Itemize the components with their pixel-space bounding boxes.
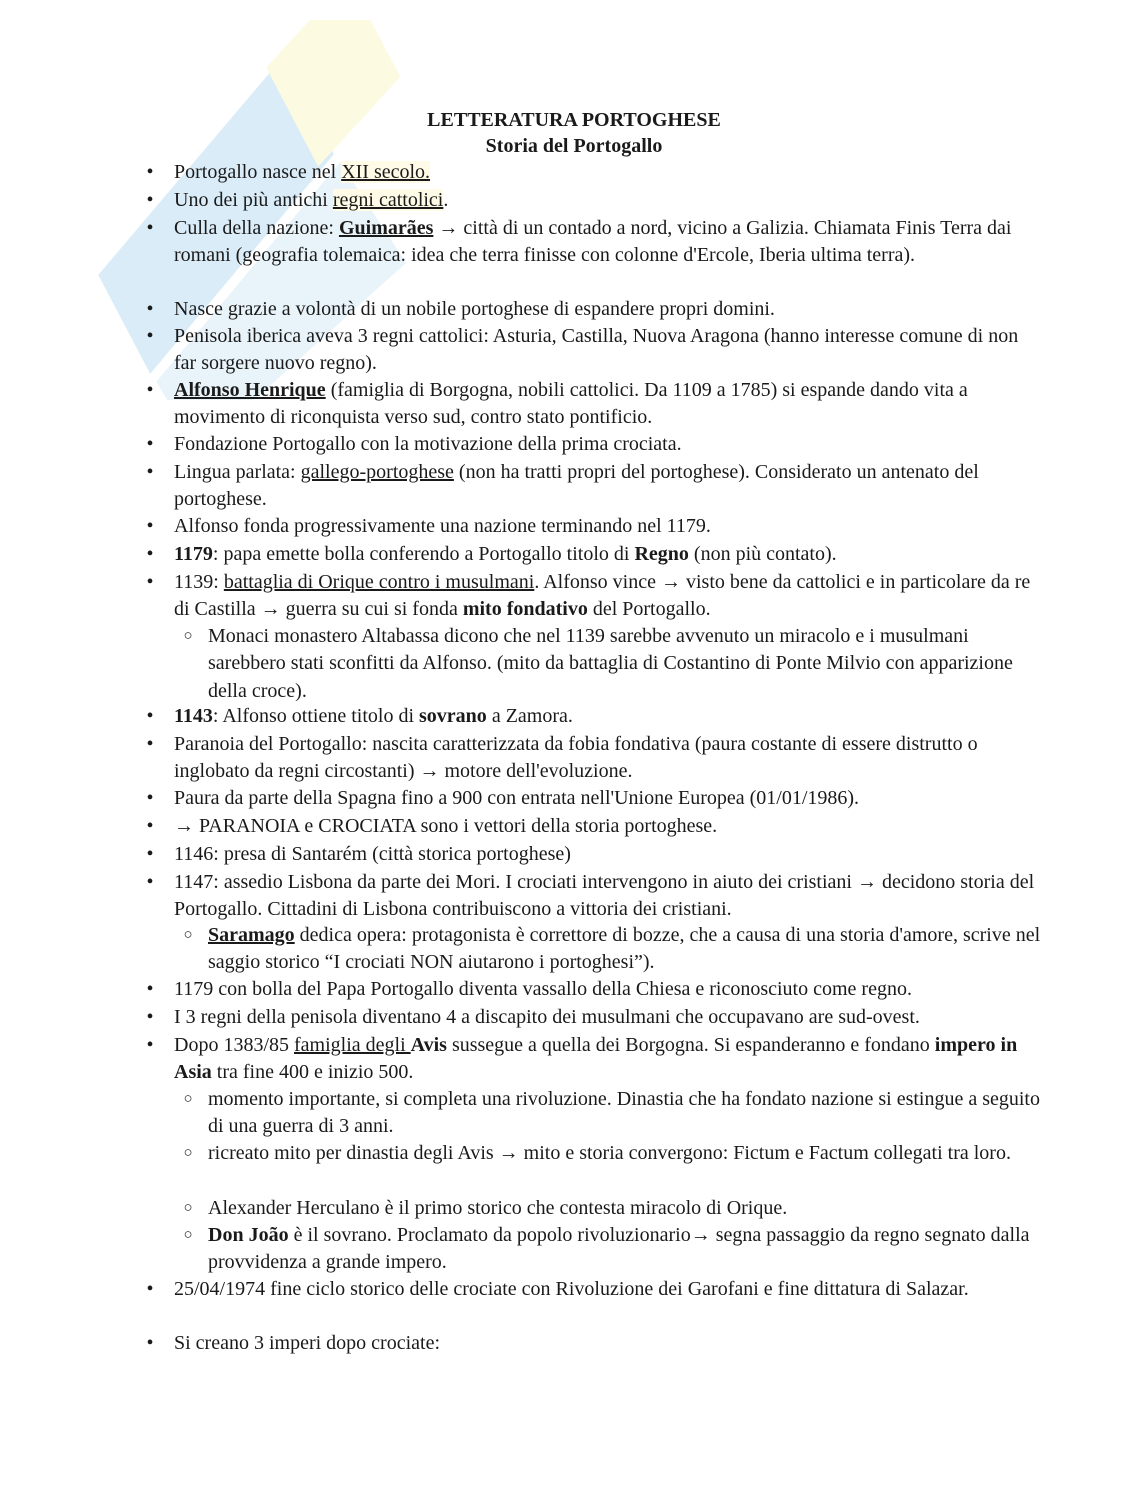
sub-list-item: ○ Monaci monastero Altabassa dicono che nel 1139 sarebbe avvenuto un miracolo e i musulmani sarebbero stati sconfitti da Alfonso. (mito da battaglia di Costantino di Ponte Milvio con apparizione della croce). bbox=[208, 623, 1044, 705]
document-title: LETTERATURA PORTOGHESE bbox=[427, 109, 721, 131]
bullet-icon: • bbox=[146, 543, 154, 565]
list-item: • Dopo 1383/85 famiglia degli Avis sussegue a quella dei Borgogna. Si espanderanno e fondano impero in Asia tra fine 400 e inizio 500. bbox=[174, 1032, 1044, 1087]
bullet-icon: • bbox=[146, 379, 154, 401]
list-item: • Nasce grazie a volontà di un nobile portoghese di espandere propri domini. bbox=[174, 296, 1044, 323]
bullet-icon: • bbox=[146, 733, 154, 755]
list-item: • Paura da parte della Spagna fino a 900 con entrata nell'Unione Europea (01/01/1986). bbox=[174, 785, 1044, 812]
list-item: • Alfonso fonda progressivamente una nazione terminando nel 1179. bbox=[174, 513, 1044, 540]
list-item: • Portogallo nasce nel XII secolo. bbox=[174, 159, 1044, 186]
list-item: • Uno dei più antichi regni cattolici. bbox=[174, 187, 1044, 214]
bullet-icon: • bbox=[146, 325, 154, 347]
list-item: • Culla della nazione: Guimarães → città di un contado a nord, vicino a Galizia. Chiamata Finis Terra dai romani (geografia tolemaica: idea che terra finisse con colonne d'Ercole, Iberia ultima terra). bbox=[174, 215, 1044, 270]
list-item: • I 3 regni della penisola diventano 4 a discapito dei musulmani che occupavano are sud-ovest. bbox=[174, 1004, 1044, 1031]
circle-bullet-icon: ○ bbox=[183, 628, 193, 644]
bullet-icon: • bbox=[146, 1006, 154, 1028]
bullet-icon: • bbox=[146, 298, 154, 320]
bullet-icon: • bbox=[146, 815, 154, 837]
list-item: • 1139: battaglia di Orique contro i musulmani. Alfonso vince → visto bene da cattolici e in particolare da re di Castilla → guerra su cui si fonda mito fondativo del Portogallo. bbox=[174, 569, 1044, 624]
list-item: • Si creano 3 imperi dopo crociate: bbox=[174, 1330, 1044, 1357]
circle-bullet-icon: ○ bbox=[183, 1145, 193, 1161]
document-subtitle: Storia del Portogallo bbox=[485, 135, 663, 157]
bullet-icon: • bbox=[146, 515, 154, 537]
list-item: • Paranoia del Portogallo: nascita caratterizzata da fobia fondativa (paura costante di essere distrutto o inglobato da regni circostanti) → motore dell'evoluzione. bbox=[174, 731, 1044, 786]
sub-list-item: ○ Don João è il sovrano. Proclamato da popolo rivoluzionario→ segna passaggio da regno segnato dalla provvidenza a grande impero. bbox=[208, 1222, 1044, 1277]
list-item: • Penisola iberica aveva 3 regni cattolici: Asturia, Castilla, Nuova Aragona (hanno interesse comune di non far sorgere nuovo regno). bbox=[174, 323, 1044, 378]
list-item: • 1146: presa di Santarém (città storica portoghese) bbox=[174, 841, 1044, 868]
bullet-icon: • bbox=[146, 217, 154, 239]
circle-bullet-icon: ○ bbox=[183, 1227, 193, 1243]
bullet-icon: • bbox=[146, 787, 154, 809]
bullet-icon: • bbox=[146, 1278, 154, 1300]
list-item: • Fondazione Portogallo con la motivazione della prima crociata. bbox=[174, 431, 1044, 458]
list-item: • Lingua parlata: gallego-portoghese (non ha tratti propri del portoghese). Considerato un antenato del portoghese. bbox=[174, 459, 1044, 514]
bullet-icon: • bbox=[146, 433, 154, 455]
bullet-icon: • bbox=[146, 978, 154, 1000]
list-item: • Alfonso Henrique (famiglia di Borgogna, nobili cattolici. Da 1109 a 1785) si espande dando vita a movimento di riconquista verso sud, contro stato pontificio. bbox=[174, 377, 1044, 432]
bullet-icon: • bbox=[146, 843, 154, 865]
sub-list-item: ○ Alexander Herculano è il primo storico che contesta miracolo di Orique. bbox=[208, 1195, 1044, 1222]
bullet-icon: • bbox=[146, 189, 154, 211]
circle-bullet-icon: ○ bbox=[183, 927, 193, 943]
list-item: • 25/04/1974 fine ciclo storico delle crociate con Rivoluzione dei Garofani e fine dittatura di Salazar. bbox=[174, 1276, 1044, 1303]
circle-bullet-icon: ○ bbox=[183, 1200, 193, 1216]
bullet-icon: • bbox=[146, 161, 154, 183]
sub-list-item: ○ Saramago dedica opera: protagonista è correttore di bozze, che a causa di una storia d'amore, scrive nel saggio storico “I crociati NON aiutarono i portoghesi”). bbox=[208, 922, 1044, 977]
circle-bullet-icon: ○ bbox=[183, 1091, 193, 1107]
sub-list-item: ○ momento importante, si completa una rivoluzione. Dinastia che ha fondato nazione si estingue a seguito di una guerra di 3 anni. bbox=[208, 1086, 1044, 1141]
bullet-icon: • bbox=[146, 871, 154, 893]
list-item: • → PARANOIA e CROCIATA sono i vettori della storia portoghese. bbox=[174, 813, 1044, 840]
sub-list-item: ○ ricreato mito per dinastia degli Avis → mito e storia convergono: Fictum e Factum collegati tra loro. bbox=[208, 1140, 1044, 1167]
list-item: • 1179: papa emette bolla conferendo a Portogallo titolo di Regno (non più contato). bbox=[174, 541, 1044, 568]
bullet-icon: • bbox=[146, 461, 154, 483]
list-item: • 1143: Alfonso ottiene titolo di sovrano a Zamora. bbox=[174, 703, 1044, 730]
bullet-icon: • bbox=[146, 1332, 154, 1354]
list-item: • 1179 con bolla del Papa Portogallo diventa vassallo della Chiesa e riconosciuto come regno. bbox=[174, 976, 1044, 1003]
bullet-icon: • bbox=[146, 571, 154, 593]
list-item: • 1147: assedio Lisbona da parte dei Mori. I crociati intervengono in aiuto dei cristiani → decidono storia del Portogallo. Cittadini di Lisbona contribuiscono a vittoria dei cristiani. bbox=[174, 869, 1044, 924]
bullet-icon: • bbox=[146, 1034, 154, 1056]
bullet-icon: • bbox=[146, 705, 154, 727]
